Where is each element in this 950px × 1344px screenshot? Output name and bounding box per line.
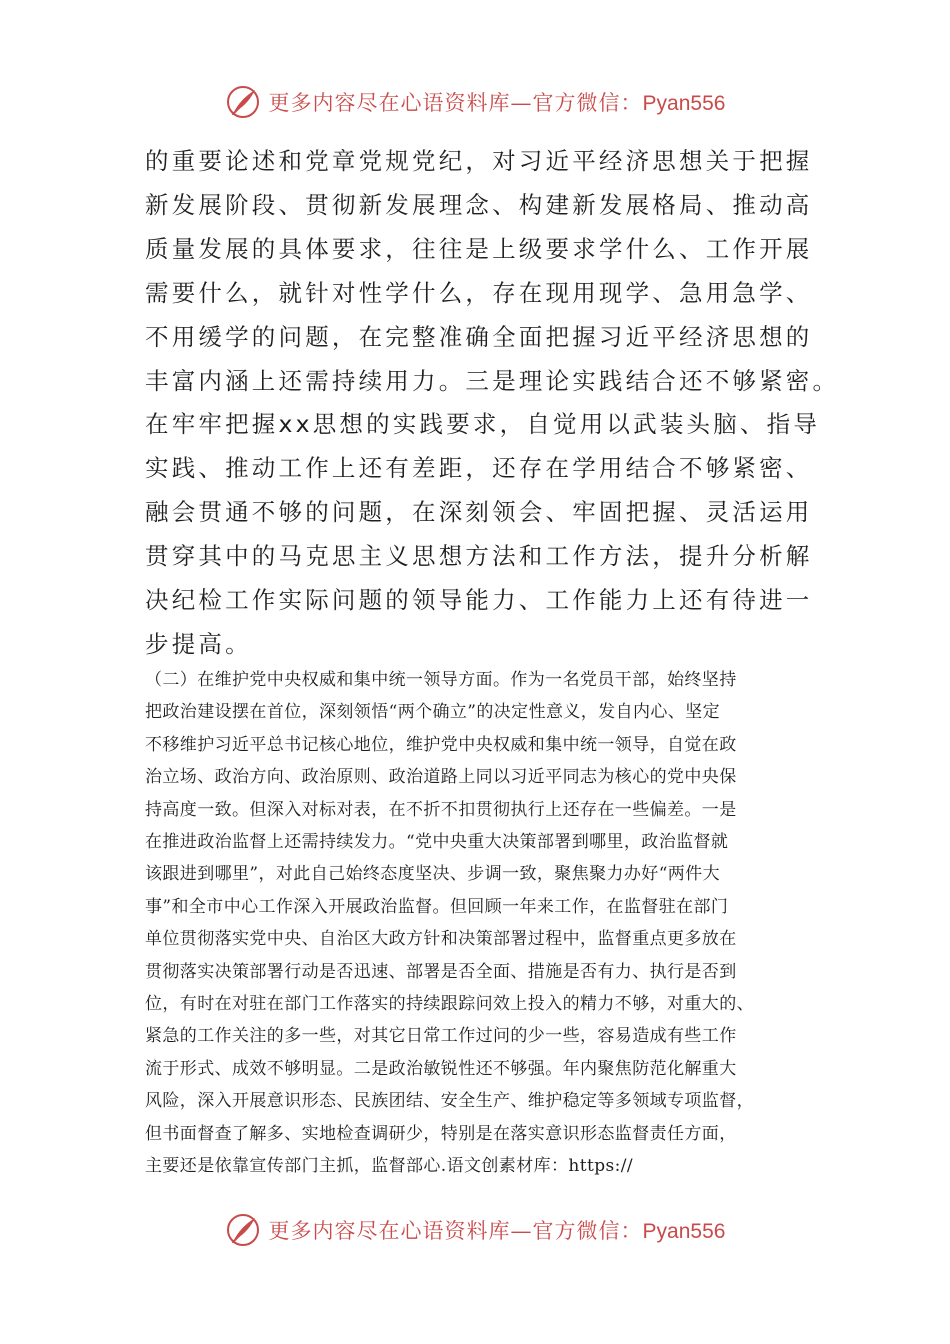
text-line: 不用缓学的问题，在完整准确全面把握习近平经济思想的	[145, 322, 813, 351]
text-line: 该跟进到哪里”，对此自己始终态度坚决、步调一致，聚焦聚力办好“两件大	[145, 864, 720, 885]
text-line: 的重要论述和党章党规党纪，对习近平经济思想关于把握	[145, 147, 813, 175]
text-line: 实践、推动工作上还有差距，还存在学用结合不够紧密、	[145, 454, 813, 483]
text-line: 贯穿其中的马克思主义思想方法和工作方法，提升分析解	[145, 542, 813, 571]
text-line: 贯彻落实决策部署行动是否迅速、部署是否全面、措施是否有力、执行是否到	[145, 961, 737, 982]
text-line: 新发展阶段、贯彻新发展理念、构建新发展格局、推动高	[145, 190, 813, 219]
text-line: 把政治建设摆在首位，深刻领悟“两个确立”的决定性意义，发自内心、坚定	[145, 702, 720, 723]
text-line: （二）在维护党中央权威和集中统一领导方面。作为一名党员干部，始终坚持	[145, 670, 737, 690]
footer-wechat-id: Pyan556	[642, 1220, 726, 1243]
text-line: 治立场、政治方向、政治原则、政治道路上同以习近平同志为核心的党中央保	[145, 767, 737, 788]
header-banner-text: 更多内容尽在心语资料库—官方微信：Pyan556	[268, 91, 726, 115]
header-banner	[0, 84, 950, 120]
text-line: 在牢牢把握xx思想的实践要求，自觉用以武装头脑、指导	[145, 410, 821, 439]
text-line: 持高度一致。但深入对标对表，在不折不扣贯彻执行上还存在一些偏差。一是	[145, 799, 737, 820]
quill-logo-icon	[225, 84, 261, 120]
text-line: 但书面督查了解多、实地检查调研少，特别是在落实意识形态监督责任方面，	[145, 1123, 737, 1144]
paragraph-2	[145, 664, 810, 1183]
quill-logo-icon	[225, 1212, 261, 1248]
text-line: 质量发展的具体要求，往往是上级要求学什么、工作开展	[145, 234, 813, 263]
header-wechat-id: Pyan556	[642, 92, 726, 115]
paragraph-1	[145, 140, 840, 667]
text-line: 位，有时在对驻在部门工作落实的持续跟踪问效上投入的精力不够，对重大的、	[145, 994, 754, 1015]
text-line: 流于形式、成效不够明显。二是政治敏锐性还不够强。年内聚焦防范化解重大	[145, 1058, 737, 1079]
text-line: 主要还是依靠宣传部门主抓，监督部心.语文创素材库：https://	[145, 1156, 634, 1177]
footer-banner-text: 更多内容尽在心语资料库—官方微信：Pyan556	[268, 1219, 726, 1243]
text-line: 风险，深入开展意识形态、民族团结、安全生产、维护稳定等多领域专项监督，	[145, 1091, 754, 1112]
text-line: 紧急的工作关注的多一些，对其它日常工作过问的少一些，容易造成有些工作	[145, 1026, 737, 1047]
text-line: 步提高。	[145, 629, 252, 658]
text-line: 丰富内涵上还需持续用力。三是理论实践结合还不够紧密。	[145, 366, 840, 395]
text-line: 决纪检工作实际问题的领导能力、工作能力上还有待进一	[145, 586, 813, 615]
text-line: 在推进政治监督上还需持续发力。“党中央重大决策部署到哪里，政治监督就	[145, 832, 729, 853]
footer-banner	[0, 1212, 950, 1248]
text-line: 不移维护习近平总书记核心地位，维护党中央权威和集中统一领导，自觉在政	[145, 734, 737, 755]
text-line: 需要什么，就针对性学什么，存在现用现学、急用急学、	[145, 278, 813, 307]
text-line: 事”和全市中心工作深入开展政治监督。但回顾一年来工作，在监督驻在部门	[145, 896, 729, 917]
text-line: 融会贯通不够的问题，在深刻领会、牢固把握、灵活运用	[145, 498, 813, 527]
text-line: 单位贯彻落实党中央、自治区大政方针和决策部署过程中，监督重点更多放在	[145, 929, 737, 950]
